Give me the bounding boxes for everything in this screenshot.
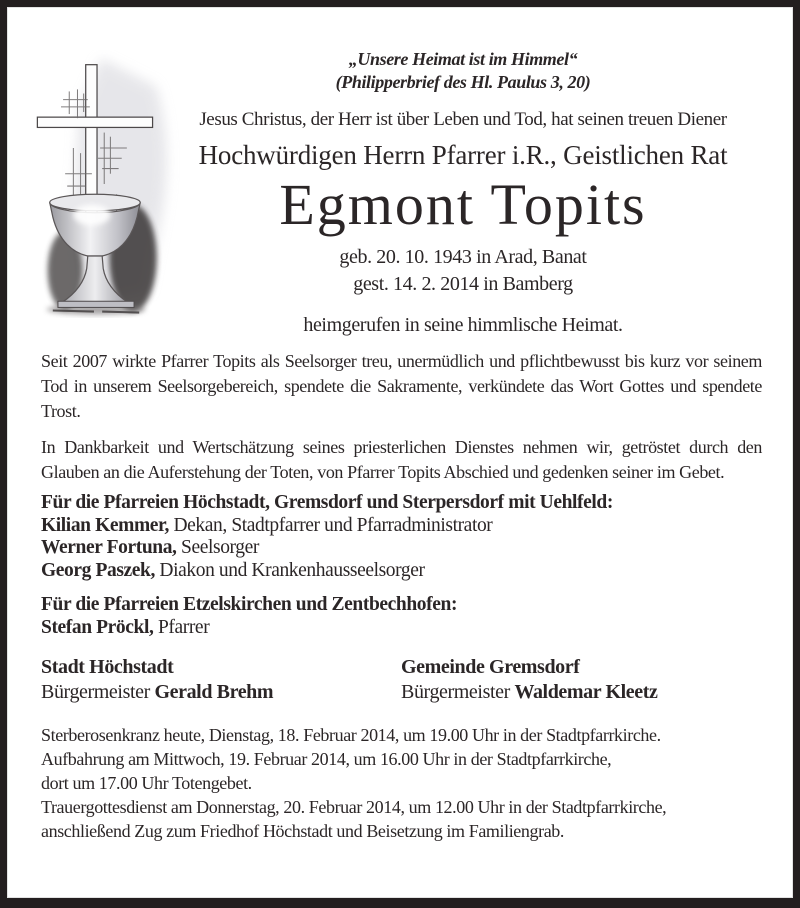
signatory-member [41,560,762,583]
death-line: gest. 14. 2. 2014 in Bamberg [353,273,573,295]
birth-line: geb. 20. 10. 1943 in Arad, Banat [339,246,587,268]
scripture-quote-line2: (Philipperbrief des Hl. Paulus 3, 20) [335,72,591,92]
municipality-title: Gemeinde Gremsdorf [401,656,580,678]
body-text [41,349,762,485]
signatory-role: Seelsorger [181,537,259,558]
called-home-line: heimgerufen in seine himmlische Heimat. [303,314,623,336]
mayor-line [41,680,401,705]
municipality-hoechstadt [41,655,401,705]
signatory-member [41,537,762,560]
body-paragraph-1: Seit 2007 wirkte Pfarrer Topits als Seelsorger treu, unermüdlich und pflichtbewusst bis kurz vor seinem Tod in unserem Seelsorgebereich, spendete die Sakramente, verkündete das Wort Gottes und spendete Trost. [41,351,762,421]
obituary-notice [7,7,793,898]
schedule-line-rosary: Sterberosenkranz heute, Dienstag, 18. Februar 2014, um 19.00 Uhr in der Stadtpfarrkirche. [41,725,661,745]
signatory-name: Werner Fortuna, [41,537,177,558]
mayor-name: Gerald Brehm [154,681,274,703]
signatory-role: Diakon und Krankenhausseelsorger [159,559,425,581]
scripture-quote-line1: „Unsere Heimat ist im Himmel“ [348,49,578,69]
mayor-line [401,680,762,705]
mayor-role: Bürgermeister [401,681,510,703]
signatory-group-heading: Für die Pfarreien Höchstadt, Gremsdorf und Sterpersdorf mit Uehlfeld: [41,492,613,513]
signatory-role: Dekan, Stadtpfarrer und Pfarradministrator [173,514,493,536]
municipalities [41,655,762,705]
deceased-name: Egmont Topits [279,172,647,237]
mayor-role: Bürgermeister [41,681,150,703]
signatory-name: Stefan Pröckl, [41,616,154,638]
birth-death-dates [148,244,778,298]
municipality-gremsdorf [401,655,762,705]
signatory-group-heading: Für die Pfarreien Etzelskirchen und Zentbechhofen: [41,594,458,615]
schedule-line-totengebet: dort um 17.00 Uhr Totengebet. [41,773,252,793]
signatory-name: Georg Paszek, [41,559,155,581]
header-block [148,48,778,337]
signatory-name: Kilian Kemmer, [41,514,169,536]
signatories [41,492,762,639]
signatory-member [41,515,762,538]
municipality-title: Stadt Höchstadt [41,656,174,678]
schedule-line-laying-out: Aufbahrung am Mittwoch, 19. Februar 2014, um 16.00 Uhr in der Stadtpfarrkirche, [41,749,612,769]
cross-and-chalice-icon [24,50,204,318]
funeral-schedule [41,723,762,843]
signatory-group-parishes-hoechstadt [41,492,762,582]
mayor-name: Waldemar Kleetz [514,681,658,703]
intro-line: Jesus Christus, der Herr ist über Leben und Tod, hat seinen treuen Diener [199,109,727,130]
clerical-title-line: Hochwürdigen Herrn Pfarrer i.R., Geistlichen Rat [198,140,728,170]
schedule-line-requiem: Trauergottesdienst am Donnerstag, 20. Februar 2014, um 12.00 Uhr in der Stadtpfarrkirche, [41,797,667,817]
signatory-role: Pfarrer [157,616,210,638]
body-paragraph-2: In Dankbarkeit und Wertschätzung seines priesterlichen Dienstes nehmen wir, getröstet durch den Glauben an die Auferstehung der Toten, von Pfarrer Topits Abschied und gedenken seiner im Gebet. [41,437,762,482]
schedule-line-burial: anschließend Zug zum Friedhof Höchstadt und Beisetzung im Familiengrab. [41,821,564,841]
signatory-group-parishes-etzelskirchen [41,594,762,639]
signatory-member [41,617,762,640]
